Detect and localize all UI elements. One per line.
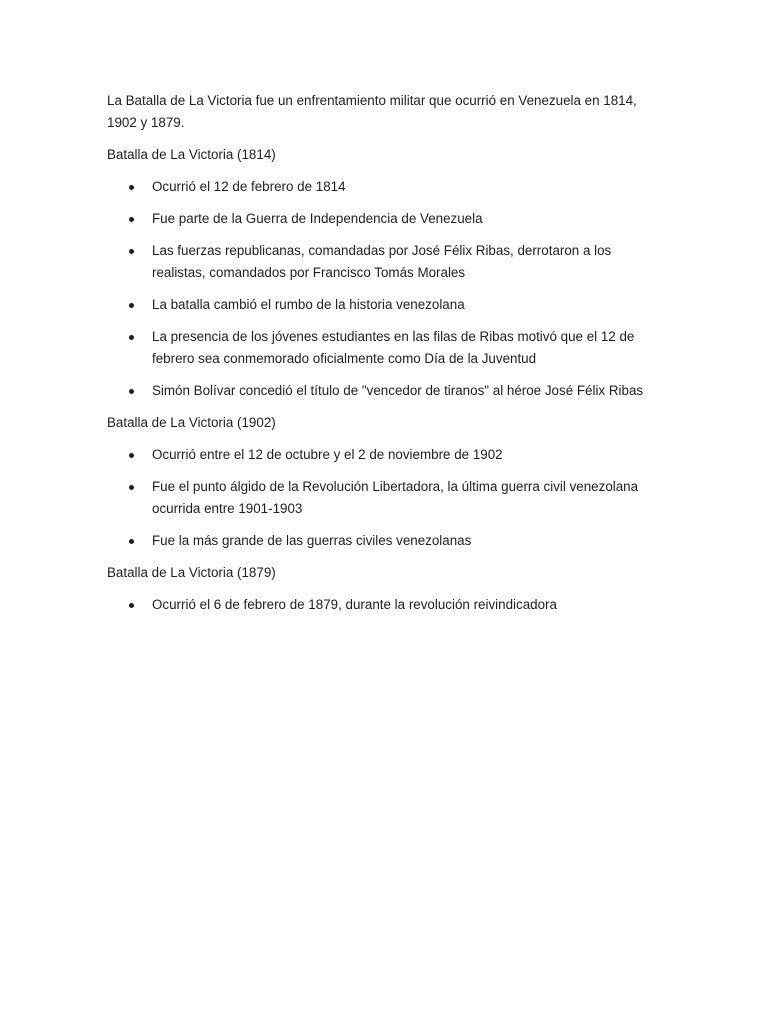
bullet-icon <box>129 485 134 490</box>
bullet-icon <box>129 389 134 394</box>
bullet-icon <box>129 335 134 340</box>
list-item <box>107 594 667 616</box>
list-item <box>107 380 667 402</box>
section-heading-1902: Batalla de La Victoria (1902) <box>107 415 276 430</box>
bullet-list-1814 <box>107 176 667 402</box>
section-heading-1814: Batalla de La Victoria (1814) <box>107 147 276 162</box>
bullet-icon <box>129 303 134 308</box>
list-item-text: La batalla cambió el rumbo de la historia venezolana <box>152 297 465 312</box>
bullet-list-1902 <box>107 444 667 552</box>
intro-paragraph: La Batalla de La Victoria fue un enfrentamiento militar que ocurrió en Venezuela en 1814, 1902 y 1879. <box>107 93 637 130</box>
bullet-icon <box>129 539 134 544</box>
list-item-text: Fue el punto álgido de la Revolución Libertadora, la última guerra civil venezolana ocurrida entre 1901-1903 <box>152 479 639 516</box>
list-item-text: Ocurrió el 12 de febrero de 1814 <box>152 179 346 194</box>
bullet-list-1879 <box>107 594 667 616</box>
list-item <box>107 208 667 230</box>
bullet-icon <box>129 603 134 608</box>
list-item-text: Ocurrió entre el 12 de octubre y el 2 de noviembre de 1902 <box>152 447 503 462</box>
bullet-icon <box>129 453 134 458</box>
list-item-text: Las fuerzas republicanas, comandadas por José Félix Ribas, derrotaron a los realistas, comandados por Francisco Tomás Morales <box>152 243 612 280</box>
document-page <box>107 90 667 626</box>
list-item-text: Fue la más grande de las guerras civiles venezolanas <box>152 533 472 548</box>
bullet-icon <box>129 249 134 254</box>
list-item <box>107 294 667 316</box>
list-item-text: La presencia de los jóvenes estudiantes en las filas de Ribas motivó que el 12 de febrero sea conmemorado oficialmente como Día de la Juventud <box>152 329 635 366</box>
list-item <box>107 444 667 466</box>
bullet-icon <box>129 185 134 190</box>
list-item-text: Ocurrió el 6 de febrero de 1879, durante la revolución reivindicadora <box>152 597 557 612</box>
list-item-text: Fue parte de la Guerra de Independencia de Venezuela <box>152 211 483 226</box>
bullet-icon <box>129 217 134 222</box>
list-item <box>107 240 667 284</box>
list-item <box>107 176 667 198</box>
section-heading-1879: Batalla de La Victoria (1879) <box>107 565 276 580</box>
list-item <box>107 476 667 520</box>
list-item <box>107 530 667 552</box>
list-item <box>107 326 667 370</box>
list-item-text: Simón Bolívar concedió el título de "vencedor de tiranos" al héroe José Félix Ribas <box>152 383 644 398</box>
